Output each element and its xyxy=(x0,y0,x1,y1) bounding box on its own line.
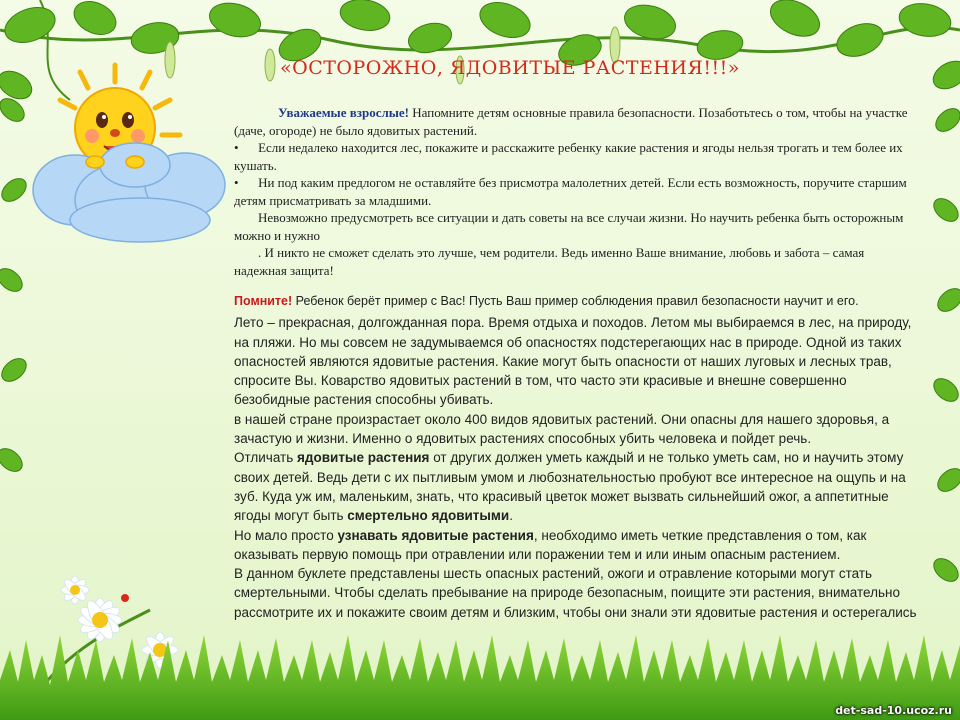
main-article xyxy=(234,292,919,622)
emphasis: ядовитые растения xyxy=(297,450,430,466)
paragraph-text: Невозможно предусмотреть все ситуации и дать советы на все случаи жизни. Но научить ребенка быть осторожным можно и нужно xyxy=(234,210,904,243)
greeting-label: Уважаемые взрослые! xyxy=(278,105,410,120)
emphasis: узнавать ядовитые растения xyxy=(337,527,534,543)
article-paragraph: Лето – прекрасная, долгожданная пора. Время отдыха и походов. Летом мы выбираемся в лес, на природу, на пляжи. Но мы совсем не задумываемся об опасностях подстерегающих нас в природе. Одной из таких опасностей являются ядовитые растения. Какие могут быть опасности от наших луговых и лесных трав, спросите Вы. Коварство ядовитых растений в том, что часто эти красивые и внешне совершенно безобидные растения способны убивать. xyxy=(234,315,912,408)
text-run: Отличать xyxy=(234,450,298,466)
grass-decoration xyxy=(0,610,960,720)
bullet-text: Ни под каким предлогом не оставляйте без присмотра малолетних детей. Если есть возможность, поручите старшим детям присматривать за младшими. xyxy=(234,175,907,208)
text-run: , необходимо иметь четкие представления о том, как оказывать первую помощь при отравлении или поражении тем и или иным опасным растением. xyxy=(234,527,867,562)
sun-cloud-illustration xyxy=(30,60,240,245)
paragraph-text: . И никто не сможет сделать это лучше, чем родители. Ведь именно Ваше внимание, любовь и забота – самая надежная защита! xyxy=(234,245,865,278)
intro-paragraph xyxy=(234,209,914,244)
article-paragraph xyxy=(234,526,919,565)
intro-line: Напомните детям основные правила безопасности. Позаботьтесь о том, чтобы на участке (даче, огороде) не было ядовитых растений. xyxy=(234,105,908,138)
article-paragraph: в нашей стране произрастает около 400 видов ядовитых растений. Они опасны для нашего здоровья, а зачастую и жизни. Именно о ядовитых растениях способных убить человека и пойдет речь. xyxy=(234,411,890,447)
page-title: «ОСТОРОЖНО, ЯДОВИТЫЕ РАСТЕНИЯ!!!» xyxy=(280,57,740,79)
text-run: . xyxy=(509,508,513,524)
left-leaf-border xyxy=(0,80,30,640)
watermark: det-sad-10.ucoz.ru xyxy=(835,704,952,717)
bullet-text: Если недалеко находится лес, покажите и расскажите ребенку какие растения и ягоды нельзя трогать и тем более их кушать. xyxy=(234,140,903,173)
remember-paragraph xyxy=(234,292,919,311)
remember-text: Ребенок берёт пример с Вас! Пусть Ваш пример соблюдения правил безопасности научит и его. xyxy=(292,294,859,308)
article-paragraph: В данном буклете представлены шесть опасных растений, ожоги и отравление которыми могут стать смертельными. Чтобы сделать пребывание на природе безопасным, поищите эти растения, внимательно рассмотрите их и покажите своим детям и близким, чтобы они знали эти ядовитые растения и остерегались xyxy=(234,566,917,620)
text-run: Но мало просто xyxy=(234,527,338,543)
text-run: от других должен уметь каждый и не только уметь сам, но и научить этому своих детей. Ведь дети с их пытливым умом и любознательностью пробуют все интересное на ощупь и на зуб. Куда уж им, маленьким, знать, что красивый цветок может вызвать сильнейший ожог, а аппетитные ягоды могут быть xyxy=(234,450,906,524)
intro-text xyxy=(234,104,914,279)
bullet-item: • Ни под каким предлогом не оставляйте без присмотра малолетних детей. Если есть возможность, поручите старшим детям присматривать за младшими. xyxy=(234,175,907,208)
right-leaf-border xyxy=(930,80,960,640)
article-paragraph xyxy=(234,448,919,525)
intro-paragraph xyxy=(234,104,914,139)
bullet-item: • Если недалеко находится лес, покажите и расскажите ребенку какие растения и ягоды нельзя трогать и тем более их кушать. xyxy=(234,140,903,173)
remember-label: Помните! xyxy=(234,294,293,308)
intro-paragraph xyxy=(234,244,914,279)
emphasis: смертельно ядовитыми xyxy=(347,508,510,524)
